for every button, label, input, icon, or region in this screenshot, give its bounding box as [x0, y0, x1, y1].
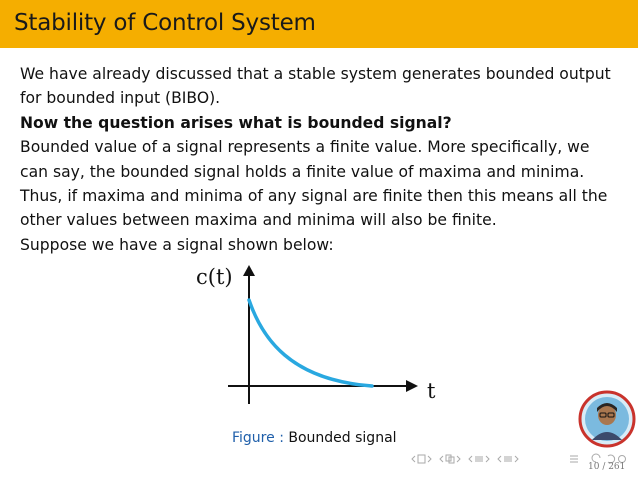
caption-text: Bounded signal — [288, 430, 397, 446]
bounded-signal-figure — [180, 258, 460, 408]
x-axis-label: t — [427, 379, 436, 403]
nav-subsection-arrows[interactable] — [440, 455, 460, 463]
paragraph-suppose: Suppose we have a signal shown below: — [20, 235, 334, 254]
y-axis-arrow — [243, 265, 255, 276]
x-axis-arrow — [406, 380, 418, 392]
signal-curve — [249, 300, 372, 386]
nav-slide-arrows[interactable] — [498, 456, 518, 462]
nav-toc-icon[interactable] — [570, 456, 578, 462]
paragraph-bounded-value: Bounded value of a signal represents a finite value. More specifically, we can say, the bounded signal holds a finite value of maxima and minima. Thus, if maxima and minima of any signal are finite then this means all the other values between maxima and minima will also be finite. — [20, 138, 608, 230]
caption-label: Figure : — [232, 430, 284, 446]
figure-caption — [232, 430, 397, 446]
nav-frame-arrows[interactable] — [412, 455, 431, 463]
slide-title: Stability of Control System — [14, 10, 316, 36]
paragraph-question: Now the question arises what is bounded signal? — [20, 113, 452, 132]
presenter-avatar — [578, 390, 636, 448]
paragraph-bibo: We have already discussed that a stable system generates bounded output for bounded input (BIBO). — [20, 65, 611, 108]
nav-section-arrows[interactable] — [469, 456, 489, 462]
page-number: 10 / 261 — [588, 462, 626, 472]
y-axis-label: c(t) — [196, 265, 233, 289]
title-bar — [0, 0, 638, 48]
slide-body — [20, 62, 620, 257]
